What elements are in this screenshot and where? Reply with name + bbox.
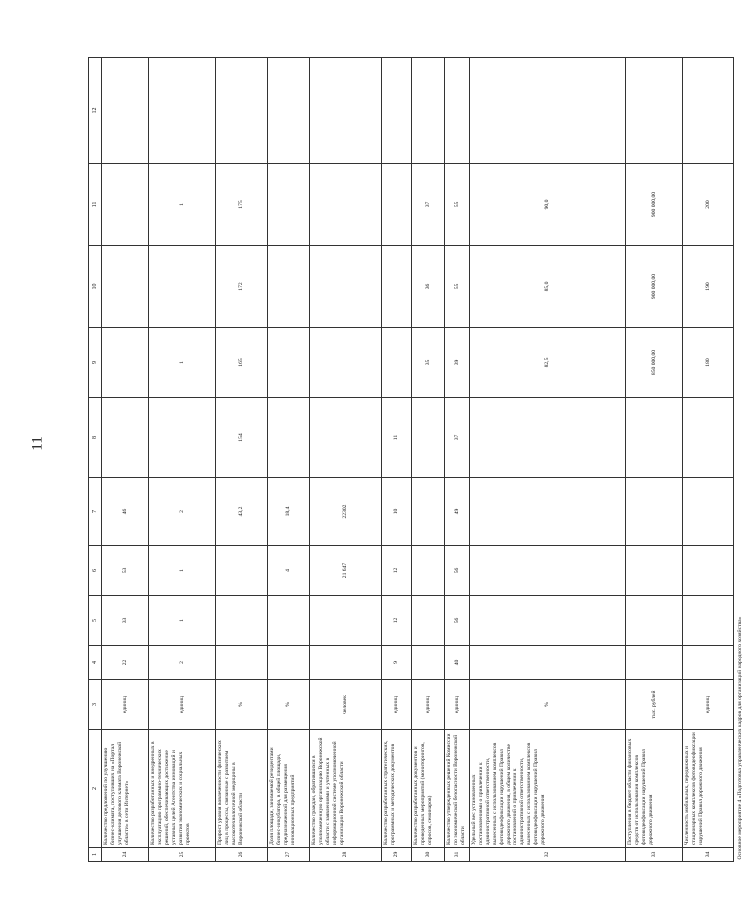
value-cell (412, 478, 445, 546)
value-cell (683, 398, 734, 478)
column-number: 6 (89, 546, 102, 596)
value-cell: 175 (216, 164, 268, 246)
row-number: 34 (683, 848, 734, 862)
value-cell (683, 646, 734, 680)
indicator-name: Количество разработанных стратегических, программных и методических документов (382, 730, 412, 848)
value-cell (626, 478, 683, 546)
value-cell: 56 (445, 596, 470, 646)
value-cell (149, 398, 216, 478)
value-cell (412, 596, 445, 646)
value-cell: 11 (382, 398, 412, 478)
value-cell: 33 (102, 596, 149, 646)
value-cell: 40 (445, 646, 470, 680)
table-row (310, 58, 382, 862)
value-cell (268, 58, 310, 164)
value-cell: 850 000,00 (626, 328, 683, 398)
value-cell (683, 546, 734, 596)
column-number: 3 (89, 680, 102, 730)
value-cell (470, 646, 626, 680)
value-cell: 55 (445, 164, 470, 246)
column-number: 7 (89, 478, 102, 546)
unit-cell: единиц (149, 680, 216, 730)
value-cell (683, 478, 734, 546)
footnote-row (734, 58, 745, 862)
value-cell: 37 (445, 398, 470, 478)
table-row (445, 58, 470, 862)
value-cell (310, 398, 382, 478)
value-cell: 37 (412, 164, 445, 246)
value-cell (310, 246, 382, 328)
header-row (89, 58, 102, 862)
row-number: 26 (216, 848, 268, 862)
indicator-name: Количество утвержденных решений Комиссии по экономической безопасности Воронежской области (445, 730, 470, 848)
value-cell: 900 000,00 (626, 164, 683, 246)
row-number: 27 (268, 848, 310, 862)
value-cell (268, 398, 310, 478)
unit-cell: единиц (412, 680, 445, 730)
table-row (382, 58, 412, 862)
value-cell: 56 (445, 546, 470, 596)
table-row (102, 58, 149, 862)
table-row (149, 58, 216, 862)
value-cell (412, 546, 445, 596)
value-cell: 43,2 (216, 478, 268, 546)
unit-cell: % (470, 680, 626, 730)
indicator-name: Численность мобильных, передвижных и стационарных комплексов фотовидеофиксации нарушений Правил дорожного движения (683, 730, 734, 848)
column-number: 5 (89, 596, 102, 646)
table-row (412, 58, 445, 862)
value-cell (412, 646, 445, 680)
rotated-table-wrapper (88, 58, 743, 862)
indicator-name: Количество разработанных и внедренных в эксплуатацию программно-технических решений, обеспечивающих достижение уставных целей Агентства инноваций и развития экономических и социальных проектов (149, 730, 216, 848)
value-cell (268, 646, 310, 680)
value-cell: 1 (149, 596, 216, 646)
value-cell: 85,0 (470, 246, 626, 328)
unit-cell: единиц (683, 680, 734, 730)
value-cell: 9 (382, 646, 412, 680)
value-cell (102, 58, 149, 164)
table-row (268, 58, 310, 862)
unit-cell: единиц (102, 680, 149, 730)
column-number: 8 (89, 398, 102, 478)
value-cell: 82,5 (470, 328, 626, 398)
column-number: 10 (89, 246, 102, 328)
value-cell (102, 398, 149, 478)
value-cell (470, 596, 626, 646)
value-cell (683, 58, 734, 164)
column-number: 9 (89, 328, 102, 398)
unit-cell: % (216, 680, 268, 730)
value-cell (626, 398, 683, 478)
value-cell (310, 164, 382, 246)
value-cell: 36 (412, 246, 445, 328)
unit-cell: % (268, 680, 310, 730)
row-number: 31 (445, 848, 470, 862)
column-number: 12 (89, 58, 102, 164)
row-number: 24 (102, 848, 149, 862)
indicator-name: Количество разработанных документов и проведенных мероприятий (мониторингов, опросов, семинаров) (412, 730, 445, 848)
value-cell: 35 (412, 328, 445, 398)
row-number: 30 (412, 848, 445, 862)
value-cell (149, 246, 216, 328)
value-cell (626, 546, 683, 596)
value-cell: 172 (216, 246, 268, 328)
value-cell: 46 (102, 478, 149, 546)
indicators-table (88, 57, 745, 862)
value-cell: 2 (149, 478, 216, 546)
value-cell (382, 328, 412, 398)
indicator-name: Удельный вес установленных постановлениями о привлечении к административной ответственности, вынесенных с использованием комплексов фотовидеофиксации нарушений Правил дорожного движения, в общем количестве постановлений о привлечении к административной ответственности, вынесенных с использованием комплексов фотовидеофиксации нарушений Правил дорожного движения (470, 730, 626, 848)
value-cell (149, 58, 216, 164)
value-cell: 165 (216, 328, 268, 398)
value-cell: 1 (149, 328, 216, 398)
value-cell (382, 164, 412, 246)
value-cell: 180 (683, 328, 734, 398)
value-cell: 1 (149, 546, 216, 596)
value-cell: 49 (445, 478, 470, 546)
value-cell (412, 398, 445, 478)
value-cell (470, 478, 626, 546)
indicator-name: Количество граждан, обратившихся в уполномоченную организацию Воронежской области с заявлениями и учтенных в информационной системе уполномоченной организации Воронежской области (310, 730, 382, 848)
value-cell: 22 (102, 646, 149, 680)
value-cell (216, 58, 268, 164)
value-cell (470, 398, 626, 478)
value-cell: 90,0 (470, 164, 626, 246)
unit-cell: единиц (382, 680, 412, 730)
table-row (626, 58, 683, 862)
value-cell: 900 000,00 (626, 246, 683, 328)
column-number: 1 (89, 848, 102, 862)
value-cell (268, 596, 310, 646)
value-cell: 1 (149, 164, 216, 246)
table-row (470, 58, 626, 862)
row-number: 32 (470, 848, 626, 862)
value-cell (216, 596, 268, 646)
value-cell: 2 (149, 646, 216, 680)
table-row (216, 58, 268, 862)
value-cell (102, 246, 149, 328)
value-cell: 200 (683, 164, 734, 246)
value-cell (445, 58, 470, 164)
value-cell: 190 (683, 246, 734, 328)
column-number: 2 (89, 730, 102, 848)
indicator-name: Доля площади, занимаемой резидентами бизнес-инкубатора, в общей площади, предназначенной для размещения инновационных предприятий (268, 730, 310, 848)
value-cell (102, 164, 149, 246)
row-number: 28 (310, 848, 382, 862)
value-cell (310, 328, 382, 398)
value-cell: 12 (382, 596, 412, 646)
value-cell: 55 (445, 246, 470, 328)
value-cell (310, 646, 382, 680)
value-cell (683, 596, 734, 646)
value-cell (310, 58, 382, 164)
row-number: 25 (149, 848, 216, 862)
row-number: 29 (382, 848, 412, 862)
value-cell: 21 647 (310, 546, 382, 596)
value-cell (470, 58, 626, 164)
value-cell (310, 596, 382, 646)
value-cell (626, 646, 683, 680)
indicator-name: Прирост уровня вовлеченности физических лиц в процессы, связанные с развитием высокотехнологичной медицины в Воронежской области (216, 730, 268, 848)
row-number: 33 (626, 848, 683, 862)
value-cell: 39 (445, 328, 470, 398)
value-cell (626, 596, 683, 646)
value-cell (216, 546, 268, 596)
table-row (683, 58, 734, 862)
value-cell (216, 646, 268, 680)
value-cell (102, 328, 149, 398)
column-number: 4 (89, 646, 102, 680)
value-cell: 4 (268, 546, 310, 596)
unit-cell: тыс. рублей (626, 680, 683, 730)
value-cell (268, 328, 310, 398)
indicator-name: Поступления в бюджет области финансовых средств от использования комплексов фотовидеофиксации нарушений Правил дорожного движения (626, 730, 683, 848)
value-cell: 18,4 (268, 478, 310, 546)
value-cell (626, 58, 683, 164)
page-number: 11 (29, 436, 46, 451)
value-cell: 12 (382, 546, 412, 596)
value-cell (412, 58, 445, 164)
value-cell (382, 246, 412, 328)
column-number: 11 (89, 164, 102, 246)
value-cell: 10 (382, 478, 412, 546)
value-cell (382, 58, 412, 164)
value-cell: 22302 (310, 478, 382, 546)
value-cell (268, 164, 310, 246)
footnote: Основное мероприятие 4 «Подготовка управленческих кадров для организаций народного хозяйства» (737, 616, 743, 860)
value-cell (470, 546, 626, 596)
unit-cell: человек (310, 680, 382, 730)
value-cell: 154 (216, 398, 268, 478)
indicator-name: Количество предложений по улучшению бизнес-климата, поступивших на «Портал улучшения делового климата Воронежской области» в сети Интернет» (102, 730, 149, 848)
value-cell: 53 (102, 546, 149, 596)
value-cell (268, 246, 310, 328)
unit-cell: единиц (445, 680, 470, 730)
